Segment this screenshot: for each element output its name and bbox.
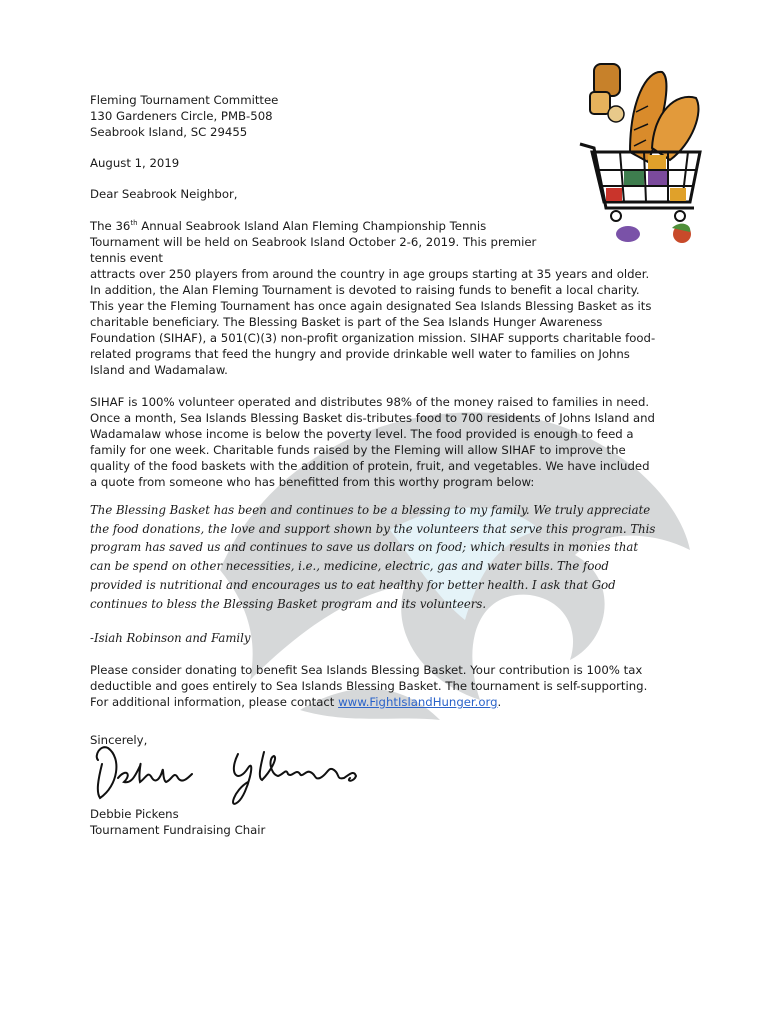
paragraph-intro-body: attracts over 250 players from around the country in age groups starting at 35 years and older. In addition, the Alan Fleming Tournament is devoted to raising funds to benefit a local charity. This year the Fleming Tournament has once again designated Sea Islands Blessing Basket as its charitable beneficiary. The Blessing Basket is part of the Sea Islands Hunger Awareness Foundation (SIHAF), a 501(C)(3) non-profit organization mission. SIHAF supports charitable food-related programs that feed the hungry and provide drinkable well water to families on Johns Island and Wadamalaw. [90, 267, 656, 377]
salutation: Dear Seabrook Neighbor, [90, 187, 238, 201]
website-link[interactable]: www.FightIslandHunger.org [338, 695, 498, 710]
testimonial-quote: The Blessing Basket has been and continues to be a blessing to my family. We truly appreciate the food donations, the love and support shown by the volunteers that serve this program. This program has saved us and continues to save us dollars on food; which results in monies that can be spend on other necessities, i.e., medicine, electric, gas and water bills. The food provided is nutritional and encourages us to eat healthy for better health. I ask that God continues to bless the Blessing Basket program and its volunteers. [90, 503, 656, 611]
paragraph-sihaf: SIHAF is 100% volunteer operated and distributes 98% of the money raised to families in need. Once a month, Sea Islands Blessing Basket dis-tributes food to 700 residents of Johns Island and Wadamalaw whose income is below the poverty level. The food provided is enough to feed a family for one week. Charitable funds raised by the Fleming will allow SIHAF to improve the quality of the food baskets with the addition of protein, fruit, and vegetables. We have included a quote from someone who has benefitted from this worthy program below: [90, 395, 655, 489]
signer-block [90, 806, 265, 838]
ordinal-suffix: th [130, 219, 138, 228]
paragraph-intro-lead: The 36th Annual Seabrook Island Alan Fleming Championship Tennis Tournament will be held on Seabrook Island October 2-6, 2019. This premier tennis event [90, 219, 537, 265]
valediction: Sincerely, [90, 733, 148, 748]
signer-title: Tournament Fundraising Chair [90, 823, 266, 837]
letter-body [90, 92, 656, 748]
letter-date: August 1, 2019 [90, 156, 180, 170]
paragraph-donate: Please consider donating to benefit Sea Islands Blessing Basket. Your contribution is 100% tax deductible and goes entirely to Sea Islands Blessing Basket. The tournament is self-supporting. For additional information, please contact www.FightIslandHunger.org. [90, 663, 648, 710]
sender-street: 130 Gardeners Circle, PMB-508 [90, 109, 273, 123]
sender-org: Fleming Tournament Committee [90, 93, 279, 107]
handwritten-signature [88, 734, 378, 810]
sender-address [90, 92, 656, 140]
paragraph-intro [90, 218, 656, 378]
sender-city: Seabrook Island, SC 29455 [90, 125, 248, 139]
signer-name: Debbie Pickens [90, 807, 179, 821]
quote-attribution: -Isiah Robinson and Family [90, 631, 251, 646]
